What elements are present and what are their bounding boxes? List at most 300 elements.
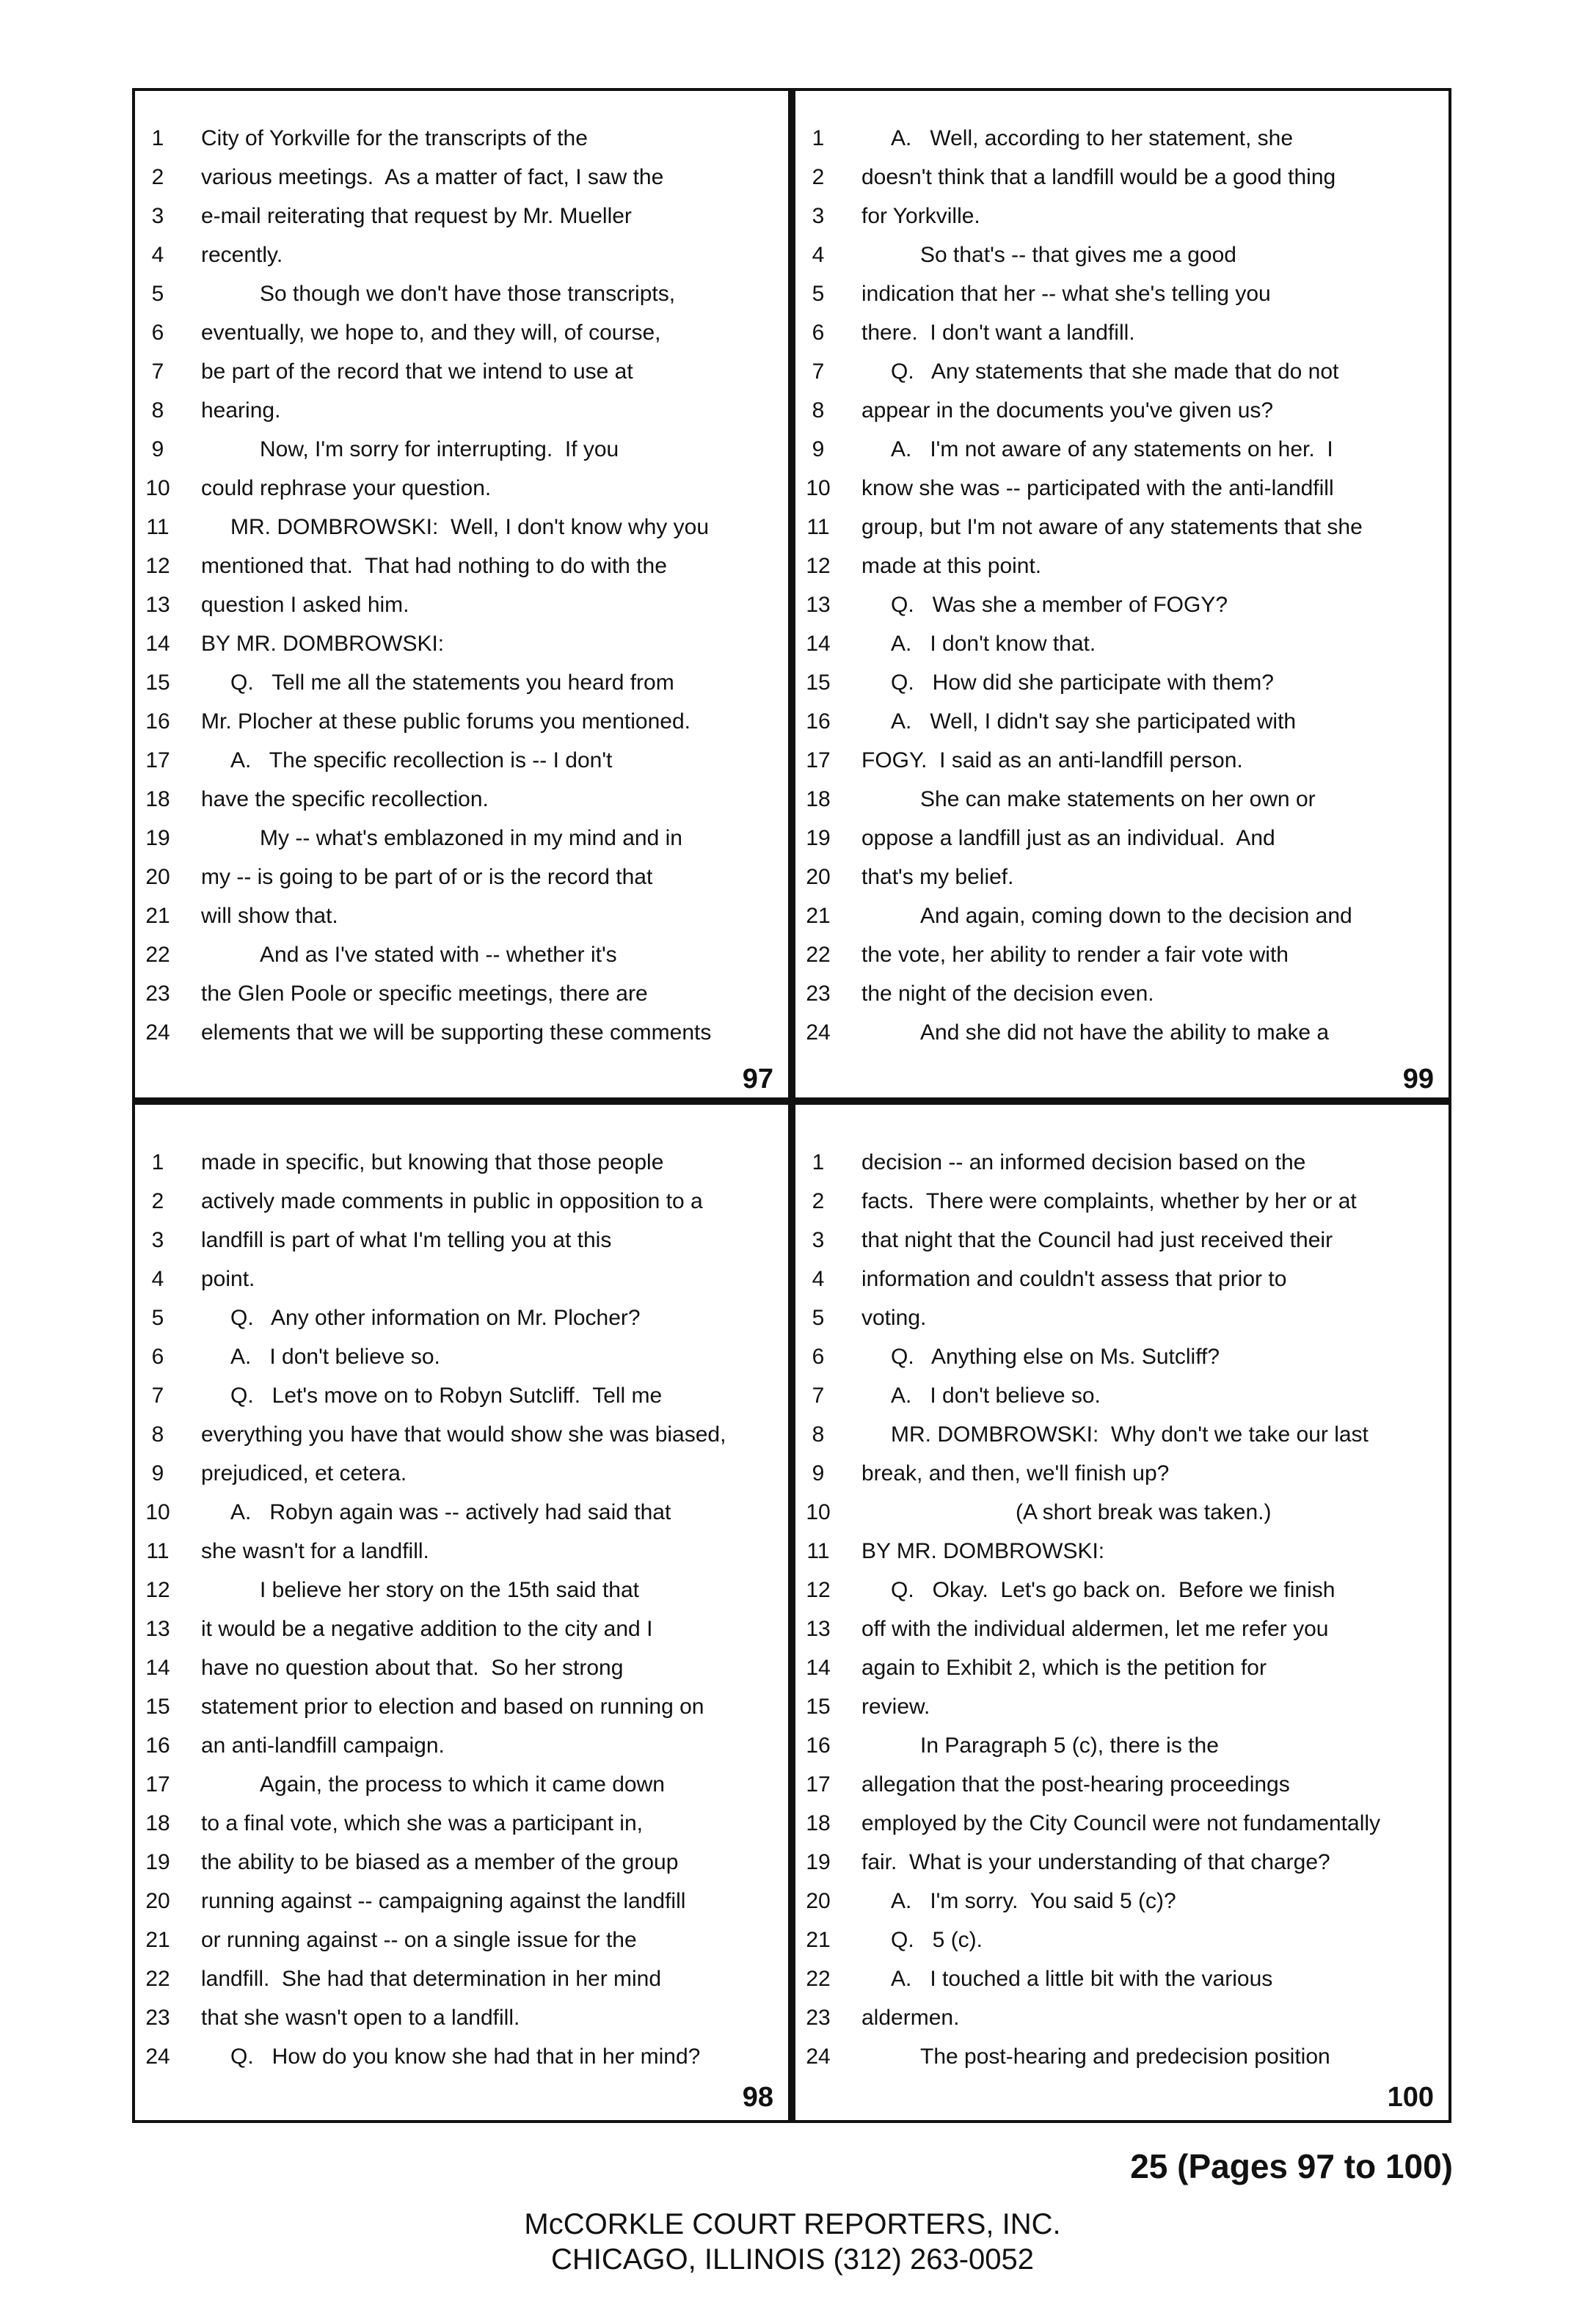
line-text: that she wasn't open to a landfill. xyxy=(201,2006,520,2030)
transcript-line xyxy=(795,1687,1449,1726)
line-text: off with the individual aldermen, let me refer you xyxy=(861,1617,1329,1641)
transcript-line xyxy=(795,1998,1449,2037)
line-number: 16 xyxy=(806,1733,831,1758)
transcript-line xyxy=(135,819,788,858)
transcript-line xyxy=(795,119,1449,158)
line-number: 23 xyxy=(145,982,170,1006)
line-number: 2 xyxy=(151,1189,164,1213)
page-number-97: 97 xyxy=(742,1064,773,1095)
transcript-line xyxy=(135,1765,788,1804)
line-number: 10 xyxy=(806,1500,831,1524)
transcript-line xyxy=(135,1882,788,1921)
line-number: 10 xyxy=(145,1500,170,1524)
line-number: 5 xyxy=(151,1306,164,1330)
line-text: the ability to be biased as a member of the group xyxy=(201,1850,679,1874)
line-text: have the specific recollection. xyxy=(201,787,489,811)
line-number: 3 xyxy=(812,204,825,228)
line-text: indication that her -- what she's telling you xyxy=(861,282,1271,306)
transcript-line xyxy=(795,158,1449,197)
line-number: 13 xyxy=(145,593,170,617)
line-text: question I asked him. xyxy=(201,593,409,617)
transcript-line xyxy=(135,119,788,158)
line-number: 6 xyxy=(151,321,164,345)
line-number: 1 xyxy=(812,1150,825,1174)
line-text: she wasn't for a landfill. xyxy=(201,1539,429,1563)
line-number: 24 xyxy=(806,1020,831,1045)
transcript-line xyxy=(135,780,788,819)
line-text: So that's -- that gives me a good xyxy=(920,243,1236,267)
line-number: 23 xyxy=(806,982,831,1006)
line-text: everything you have that would show she was biased, xyxy=(201,1422,726,1447)
line-number: 18 xyxy=(806,1811,831,1835)
line-text: A. I'm sorry. You said 5 (c)? xyxy=(891,1889,1176,1913)
line-number: 10 xyxy=(145,476,170,500)
line-text: In Paragraph 5 (c), there is the xyxy=(920,1733,1219,1758)
transcript-line xyxy=(135,1726,788,1765)
transcript-line xyxy=(135,1921,788,1959)
transcript-line xyxy=(795,974,1449,1013)
line-number: 12 xyxy=(806,1578,831,1602)
transcript-line xyxy=(795,391,1449,430)
line-number: 21 xyxy=(806,1928,831,1952)
line-text: A. The specific recollection is -- I don't xyxy=(230,748,613,772)
line-text: employed by the City Council were not fundamentally xyxy=(861,1811,1381,1835)
line-number: 21 xyxy=(145,1928,170,1952)
transcript-line xyxy=(795,1609,1449,1648)
transcript-line xyxy=(795,585,1449,624)
transcript-line xyxy=(135,624,788,663)
line-number: 11 xyxy=(146,1539,170,1563)
line-number: 13 xyxy=(806,593,831,617)
transcript-line xyxy=(135,1376,788,1415)
line-text: A. I touched a little bit with the various xyxy=(891,1967,1273,1991)
transcript-line xyxy=(135,508,788,547)
transcript-line xyxy=(795,2037,1449,2076)
line-text: A. I don't believe so. xyxy=(230,1345,440,1369)
line-text: voting. xyxy=(861,1306,927,1330)
line-text: recently. xyxy=(201,243,283,267)
transcript-line xyxy=(795,935,1449,974)
transcript-line xyxy=(795,1959,1449,1998)
line-number: 15 xyxy=(145,1695,170,1719)
line-number: 24 xyxy=(145,2045,170,2069)
transcript-line xyxy=(135,1571,788,1609)
transcript-line xyxy=(135,2037,788,2076)
line-text: various meetings. As a matter of fact, I saw the xyxy=(201,165,664,189)
page-number-99: 99 xyxy=(1402,1064,1434,1095)
line-text: the night of the decision even. xyxy=(861,982,1154,1006)
transcript-line xyxy=(795,1648,1449,1687)
line-number: 19 xyxy=(145,826,170,850)
transcript-line xyxy=(135,1609,788,1648)
line-number: 23 xyxy=(145,2006,170,2030)
transcript-line xyxy=(795,1013,1449,1052)
line-number: 24 xyxy=(145,1020,170,1045)
line-text: I believe her story on the 15th said that xyxy=(260,1578,639,1602)
line-number: 3 xyxy=(812,1228,825,1252)
line-number: 15 xyxy=(145,670,170,695)
transcript-line xyxy=(135,1260,788,1298)
line-number: 17 xyxy=(806,1772,831,1797)
page-number-100: 100 xyxy=(1387,2082,1434,2113)
transcript-line xyxy=(135,469,788,508)
transcript-line xyxy=(135,1221,788,1260)
line-number: 1 xyxy=(151,1150,164,1174)
transcript-line xyxy=(795,1376,1449,1415)
line-number: 14 xyxy=(806,1656,831,1680)
line-text: mentioned that. That had nothing to do with the xyxy=(201,554,667,578)
line-number: 12 xyxy=(806,554,831,578)
line-text: Q. Tell me all the statements you heard from xyxy=(230,670,674,695)
line-number: 13 xyxy=(806,1617,831,1641)
line-number: 3 xyxy=(151,204,164,228)
transcript-line xyxy=(795,1882,1449,1921)
line-number: 16 xyxy=(806,709,831,734)
transcript-line xyxy=(795,1493,1449,1532)
line-number: 9 xyxy=(812,1461,825,1486)
line-number: 11 xyxy=(806,515,830,539)
line-text: And again, coming down to the decision and xyxy=(920,904,1352,928)
line-text: actively made comments in public in opposition to a xyxy=(201,1189,703,1213)
transcript-line xyxy=(795,896,1449,935)
transcript-line xyxy=(795,1221,1449,1260)
line-number: 12 xyxy=(145,1578,170,1602)
transcript-line xyxy=(795,1571,1449,1609)
transcript-line xyxy=(135,585,788,624)
line-number: 8 xyxy=(812,1422,825,1447)
line-text: My -- what's emblazoned in my mind and in xyxy=(260,826,682,850)
line-number: 5 xyxy=(812,282,825,306)
line-text: could rephrase your question. xyxy=(201,476,492,500)
transcript-line xyxy=(135,1182,788,1221)
line-number: 14 xyxy=(806,632,831,656)
line-text: allegation that the post-hearing proceedings xyxy=(861,1772,1290,1797)
line-text: BY MR. DOMBROWSKI: xyxy=(201,632,445,656)
line-text: fair. What is your understanding of that charge? xyxy=(861,1850,1330,1874)
transcript-line xyxy=(135,352,788,391)
transcript-line xyxy=(135,741,788,780)
line-text: A. I don't know that. xyxy=(891,632,1096,656)
transcript-line xyxy=(135,1337,788,1376)
transcript-line xyxy=(795,858,1449,896)
line-number: 19 xyxy=(145,1850,170,1874)
transcript-line xyxy=(135,1804,788,1843)
line-text: that night that the Council had just received their xyxy=(861,1228,1333,1252)
line-number: 18 xyxy=(806,787,831,811)
line-text: the Glen Poole or specific meetings, there are xyxy=(201,982,648,1006)
line-text: MR. DOMBROWSKI: Why don't we take our last xyxy=(891,1422,1369,1447)
line-text: aldermen. xyxy=(861,2006,960,2030)
line-text: She can make statements on her own or xyxy=(920,787,1316,811)
line-number: 6 xyxy=(812,1345,825,1369)
line-number: 3 xyxy=(151,1228,164,1252)
line-text: And she did not have the ability to make a xyxy=(920,1020,1330,1045)
line-number: 7 xyxy=(151,1384,164,1408)
page-number-98: 98 xyxy=(742,2082,773,2113)
line-number: 20 xyxy=(806,865,831,889)
transcript-line xyxy=(135,547,788,585)
line-number: 12 xyxy=(145,554,170,578)
line-number: 11 xyxy=(146,515,170,539)
line-text: Q. Was she a member of FOGY? xyxy=(891,593,1228,617)
line-number: 9 xyxy=(151,1461,164,1486)
transcript-line xyxy=(135,663,788,702)
line-text: it would be a negative addition to the city and I xyxy=(201,1617,653,1641)
transcript-line xyxy=(795,819,1449,858)
line-number: 6 xyxy=(812,321,825,345)
line-number: 20 xyxy=(145,865,170,889)
line-text: running against -- campaigning against the landfill xyxy=(201,1889,686,1913)
transcript-line xyxy=(795,1143,1449,1182)
line-number: 9 xyxy=(812,437,825,461)
transcript-line xyxy=(135,1298,788,1337)
transcript-line xyxy=(135,935,788,974)
line-text: statement prior to election and based on running on xyxy=(201,1695,704,1719)
line-text: information and couldn't assess that prior to xyxy=(861,1267,1287,1291)
line-text: facts. There were complaints, whether by her or at xyxy=(861,1189,1357,1213)
line-number: 2 xyxy=(812,1189,825,1213)
line-text: made at this point. xyxy=(861,554,1042,578)
line-text: the vote, her ability to render a fair vote with xyxy=(861,943,1289,967)
line-number: 22 xyxy=(145,1967,170,1991)
line-text: Q. 5 (c). xyxy=(891,1928,983,1952)
transcript-line xyxy=(795,1726,1449,1765)
line-text: made in specific, but knowing that those people xyxy=(201,1150,664,1174)
line-text: BY MR. DOMBROWSKI: xyxy=(861,1539,1105,1563)
transcript-line xyxy=(135,313,788,352)
transcript-line xyxy=(795,547,1449,585)
transcript-line xyxy=(795,1415,1449,1454)
line-number: 5 xyxy=(812,1306,825,1330)
line-number: 8 xyxy=(151,1422,164,1447)
line-text: The post-hearing and predecision position xyxy=(920,2045,1330,2069)
line-number: 18 xyxy=(145,787,170,811)
line-number: 15 xyxy=(806,670,831,695)
line-number: 4 xyxy=(812,243,825,267)
line-number: 23 xyxy=(806,2006,831,2030)
line-text: eventually, we hope to, and they will, of course, xyxy=(201,321,661,345)
line-number: 10 xyxy=(806,476,831,500)
transcript-line xyxy=(795,313,1449,352)
transcript-line xyxy=(135,858,788,896)
line-text: oppose a landfill just as an individual. And xyxy=(861,826,1275,850)
line-number: 11 xyxy=(806,1539,830,1563)
line-text: elements that we will be supporting these comments xyxy=(201,1020,712,1045)
line-number: 1 xyxy=(151,126,164,150)
transcript-line xyxy=(135,1532,788,1571)
transcript-line xyxy=(795,1454,1449,1493)
transcript-line xyxy=(795,1804,1449,1843)
line-text: landfill. She had that determination in her mind xyxy=(201,1967,662,1991)
transcript-line xyxy=(795,741,1449,780)
line-number: 24 xyxy=(806,2045,831,2069)
line-number: 7 xyxy=(151,359,164,384)
line-text: hearing. xyxy=(201,398,281,423)
line-text: will show that. xyxy=(201,904,338,928)
line-text: prejudiced, et cetera. xyxy=(201,1461,407,1486)
transcript-line xyxy=(135,1959,788,1998)
line-number: 14 xyxy=(145,632,170,656)
line-text: (A short break was taken.) xyxy=(1016,1500,1272,1524)
line-text: A. Well, I didn't say she participated with xyxy=(891,709,1297,734)
line-number: 17 xyxy=(806,748,831,772)
line-number: 13 xyxy=(145,1617,170,1641)
transcript-line xyxy=(135,1013,788,1052)
transcript-line xyxy=(795,780,1449,819)
line-number: 21 xyxy=(145,904,170,928)
line-text: be part of the record that we intend to use at xyxy=(201,359,633,384)
transcript-page-99 xyxy=(795,119,1449,1097)
line-number: 18 xyxy=(145,1811,170,1835)
line-text: A. I'm not aware of any statements on her. I xyxy=(891,437,1333,461)
transcript-line xyxy=(135,158,788,197)
line-text: point. xyxy=(201,1267,255,1291)
line-text: review. xyxy=(861,1695,930,1719)
line-number: 9 xyxy=(151,437,164,461)
line-text: Again, the process to which it came down xyxy=(260,1772,665,1797)
transcript-line xyxy=(795,702,1449,741)
line-text: break, and then, we'll finish up? xyxy=(861,1461,1170,1486)
line-number: 21 xyxy=(806,904,831,928)
line-text: landfill is part of what I'm telling you at this xyxy=(201,1228,612,1252)
line-text: know she was -- participated with the anti-landfill xyxy=(861,476,1334,500)
line-number: 22 xyxy=(145,943,170,967)
pages-caption: 25 (Pages 97 to 100) xyxy=(1130,2147,1453,2185)
transcript-line xyxy=(135,1648,788,1687)
transcript-line xyxy=(135,274,788,313)
line-number: 16 xyxy=(145,1733,170,1758)
line-text: my -- is going to be part of or is the record that xyxy=(201,865,653,889)
line-number: 4 xyxy=(151,243,164,267)
line-text: Q. Any statements that she made that do not xyxy=(891,359,1339,384)
transcript-line xyxy=(135,896,788,935)
transcript-line xyxy=(135,1493,788,1532)
line-number: 22 xyxy=(806,943,831,967)
line-number: 8 xyxy=(151,398,164,423)
transcript-line xyxy=(795,1337,1449,1376)
line-number: 7 xyxy=(812,359,825,384)
frame-middle-rule xyxy=(132,1097,1451,1105)
frame-bottom-rule xyxy=(132,2120,1451,2123)
line-text: Q. Any other information on Mr. Plocher? xyxy=(230,1306,641,1330)
frame-right-rule xyxy=(1449,88,1451,2123)
transcript-page-98 xyxy=(135,1143,788,2120)
line-text: Q. Anything else on Ms. Sutcliff? xyxy=(891,1345,1220,1369)
transcript-page-97 xyxy=(135,119,788,1097)
line-text: So though we don't have those transcripts, xyxy=(260,282,676,306)
transcript-line xyxy=(135,235,788,274)
transcript-line xyxy=(795,508,1449,547)
line-number: 6 xyxy=(151,1345,164,1369)
transcript-line xyxy=(795,235,1449,274)
transcript-line xyxy=(795,663,1449,702)
transcript-line xyxy=(795,430,1449,469)
transcript-line xyxy=(795,274,1449,313)
line-text: have no question about that. So her strong xyxy=(201,1656,624,1680)
transcript-line xyxy=(795,1182,1449,1221)
line-text: Q. How did she participate with them? xyxy=(891,670,1274,695)
transcript-line xyxy=(135,1843,788,1882)
transcript-line xyxy=(135,197,788,235)
line-text: decision -- an informed decision based on the xyxy=(861,1150,1306,1174)
line-number: 7 xyxy=(812,1384,825,1408)
transcript-line xyxy=(135,1998,788,2037)
line-text: City of Yorkville for the transcripts of the xyxy=(201,126,588,150)
transcript-line xyxy=(135,1143,788,1182)
line-number: 2 xyxy=(151,165,164,189)
line-text: doesn't think that a landfill would be a good thing xyxy=(861,165,1336,189)
line-number: 8 xyxy=(812,398,825,423)
line-text: Mr. Plocher at these public forums you mentioned. xyxy=(201,709,691,734)
line-text: Q. Let's move on to Robyn Sutcliff. Tell me xyxy=(230,1384,663,1408)
transcript-line xyxy=(135,391,788,430)
line-number: 19 xyxy=(806,826,831,850)
transcript-line xyxy=(135,702,788,741)
transcript-line xyxy=(795,1921,1449,1959)
line-text: And as I've stated with -- whether it's xyxy=(260,943,617,967)
transcript-line xyxy=(795,469,1449,508)
line-text: e-mail reiterating that request by Mr. Mueller xyxy=(201,204,632,228)
line-text: A. Well, according to her statement, she xyxy=(891,126,1294,150)
line-number: 5 xyxy=(151,282,164,306)
transcript-line xyxy=(135,1454,788,1493)
line-number: 17 xyxy=(145,748,170,772)
line-text: FOGY. I said as an anti-landfill person. xyxy=(861,748,1243,772)
line-number: 20 xyxy=(806,1889,831,1913)
line-number: 19 xyxy=(806,1850,831,1874)
line-text: appear in the documents you've given us? xyxy=(861,398,1274,423)
line-number: 22 xyxy=(806,1967,831,1991)
transcript-line xyxy=(795,352,1449,391)
footer-location-phone: CHICAGO, ILLINOIS (312) 263-0052 xyxy=(550,2243,1035,2276)
line-text: again to Exhibit 2, which is the petition for xyxy=(861,1656,1267,1680)
line-text: group, but I'm not aware of any statements that she xyxy=(861,515,1363,539)
line-number: 20 xyxy=(145,1889,170,1913)
transcript-line xyxy=(795,624,1449,663)
line-text: for Yorkville. xyxy=(861,204,980,228)
line-number: 4 xyxy=(812,1267,825,1291)
transcript-line xyxy=(795,1298,1449,1337)
line-number: 14 xyxy=(145,1656,170,1680)
line-text: Q. Okay. Let's go back on. Before we finish xyxy=(891,1578,1336,1602)
line-number: 4 xyxy=(151,1267,164,1291)
footer-company: McCORKLE COURT REPORTERS, INC. xyxy=(524,2208,1061,2240)
line-number: 16 xyxy=(145,709,170,734)
transcript-page-100 xyxy=(795,1143,1449,2120)
line-number: 15 xyxy=(806,1695,831,1719)
transcript-line xyxy=(795,1843,1449,1882)
frame-center-rule xyxy=(788,88,795,2123)
line-text: A. I don't believe so. xyxy=(891,1384,1101,1408)
transcript-line xyxy=(795,1765,1449,1804)
transcript-line xyxy=(795,197,1449,235)
line-text: A. Robyn again was -- actively had said that xyxy=(230,1500,671,1524)
transcript-line xyxy=(135,1415,788,1454)
line-text: that's my belief. xyxy=(861,865,1014,889)
transcript-line xyxy=(795,1532,1449,1571)
line-text: Q. How do you know she had that in her mind? xyxy=(230,2045,701,2069)
line-number: 17 xyxy=(145,1772,170,1797)
transcript-line xyxy=(135,430,788,469)
line-text: MR. DOMBROWSKI: Well, I don't know why you xyxy=(230,515,710,539)
line-text: an anti-landfill campaign. xyxy=(201,1733,445,1758)
line-number: 2 xyxy=(812,165,825,189)
line-text: Now, I'm sorry for interrupting. If you xyxy=(260,437,619,461)
line-text: to a final vote, which she was a participant in, xyxy=(201,1811,643,1835)
transcript-line xyxy=(795,1260,1449,1298)
transcript-line xyxy=(135,1687,788,1726)
transcript-line xyxy=(135,974,788,1013)
